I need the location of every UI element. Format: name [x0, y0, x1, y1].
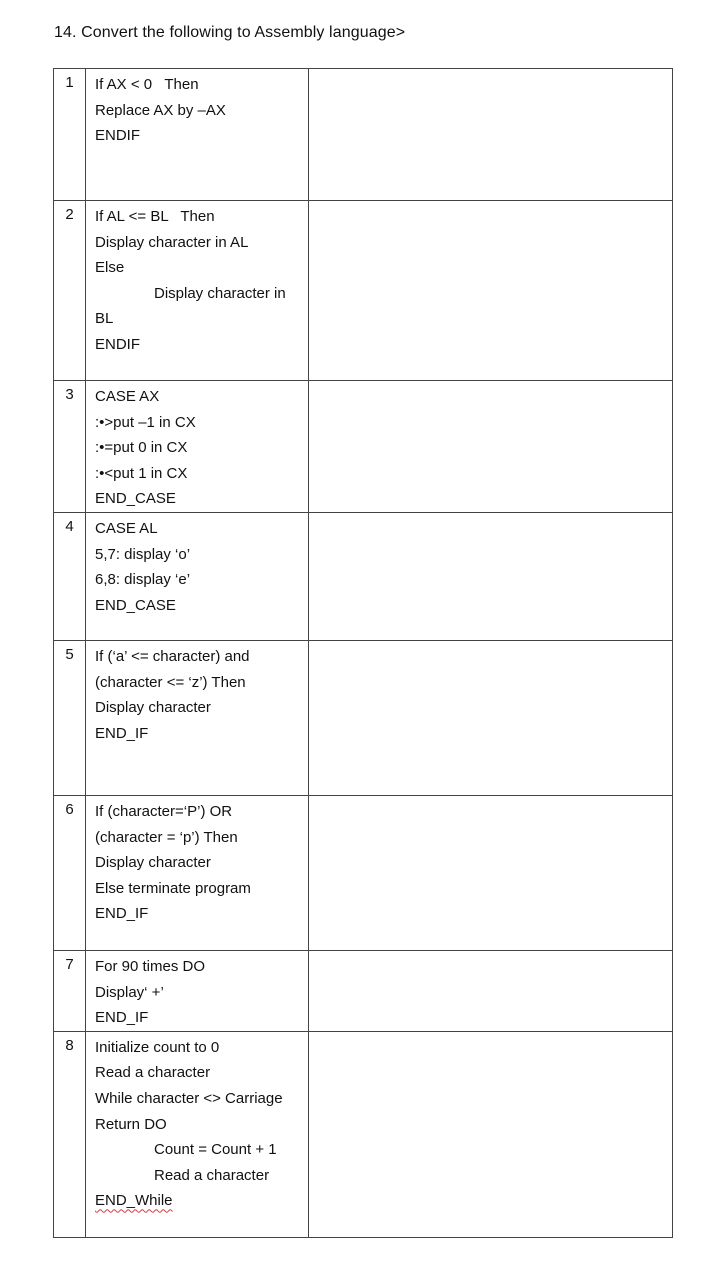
code-line: Else terminate program [95, 879, 251, 897]
code-line: If (character=‘P’) OR [95, 802, 233, 820]
pseudocode-cell [86, 950, 309, 1031]
row-number: 3 [54, 381, 86, 513]
pseudocode-cell [86, 640, 309, 795]
table-row [54, 1031, 673, 1237]
pseudocode-cell [86, 69, 309, 201]
row-number: 6 [54, 795, 86, 950]
pseudocode-cell [86, 201, 309, 381]
pseudocode-cell [86, 1031, 309, 1237]
code-line: (character <= ‘z’) Then [95, 673, 246, 691]
code-line: Display character [95, 854, 211, 872]
code-line: If AL <= BL Then [95, 208, 215, 225]
table-row [54, 950, 673, 1031]
code-line [95, 1188, 308, 1214]
answer-cell[interactable] [309, 201, 673, 381]
code-line: Return DO [95, 1115, 167, 1133]
answer-cell[interactable] [309, 640, 673, 795]
table-row [54, 512, 673, 640]
table-row [54, 201, 673, 381]
page-title: 14. Convert the following to Assembly language> [54, 24, 406, 41]
code-line: :•<put 1 in CX [95, 464, 188, 482]
code-line: Display character in [154, 284, 286, 302]
code-line: END_IF [95, 905, 149, 923]
table-row [54, 69, 673, 201]
code-line: 5,7: display ‘o’ [95, 545, 191, 563]
code-line: If (‘a’ <= character) and [95, 647, 250, 665]
code-line: Display character in AL [95, 233, 249, 251]
code-line: (character = ‘p’) Then [95, 828, 238, 846]
answer-cell[interactable] [309, 795, 673, 950]
code-line: ENDIF [95, 335, 140, 353]
row-number: 4 [54, 512, 86, 640]
code-line: :•=put 0 in CX [95, 439, 188, 457]
answer-cell[interactable] [309, 381, 673, 513]
code-line: ENDIF [95, 127, 140, 145]
code-line: Display‘ +’ [95, 983, 164, 1001]
code-line: :•>put –1 in CX [95, 413, 196, 431]
table-row [54, 795, 673, 950]
row-number: 8 [54, 1031, 86, 1237]
code-line: Display character [95, 699, 211, 717]
answer-cell[interactable] [309, 512, 673, 640]
spellcheck-underlined-text: END_While [95, 1192, 173, 1210]
code-line: END_CASE [95, 490, 176, 508]
table-row [54, 640, 673, 795]
code-line: Count = Count + 1 [154, 1141, 277, 1159]
question-table [53, 68, 673, 1238]
code-line: END_CASE [95, 596, 176, 614]
pseudocode-cell [86, 381, 309, 513]
row-number: 5 [54, 640, 86, 795]
pseudocode-cell [86, 512, 309, 640]
code-line: For 90 times DO [95, 957, 206, 975]
code-line: BL [95, 310, 114, 328]
row-number: 1 [54, 69, 86, 201]
code-line: CASE AX [95, 388, 160, 405]
code-line: Initialize count to 0 [95, 1038, 220, 1056]
code-line: Else [95, 259, 125, 277]
table-row [54, 381, 673, 513]
code-line: Read a character [95, 1064, 211, 1082]
code-line: Replace AX by –AX [95, 101, 226, 119]
code-line: END_IF [95, 1009, 149, 1027]
answer-cell[interactable] [309, 950, 673, 1031]
row-number: 7 [54, 950, 86, 1031]
answer-cell[interactable] [309, 1031, 673, 1237]
code-line: 6,8: display ‘e’ [95, 571, 191, 589]
code-line: CASE AL [95, 519, 158, 537]
row-number: 2 [54, 201, 86, 381]
code-line: While character <> Carriage [95, 1089, 283, 1107]
code-line: END_IF [95, 724, 149, 742]
pseudocode-cell [86, 795, 309, 950]
code-line: Read a character [154, 1166, 270, 1184]
answer-cell[interactable] [309, 69, 673, 201]
code-line: If AX < 0 Then [95, 76, 199, 93]
